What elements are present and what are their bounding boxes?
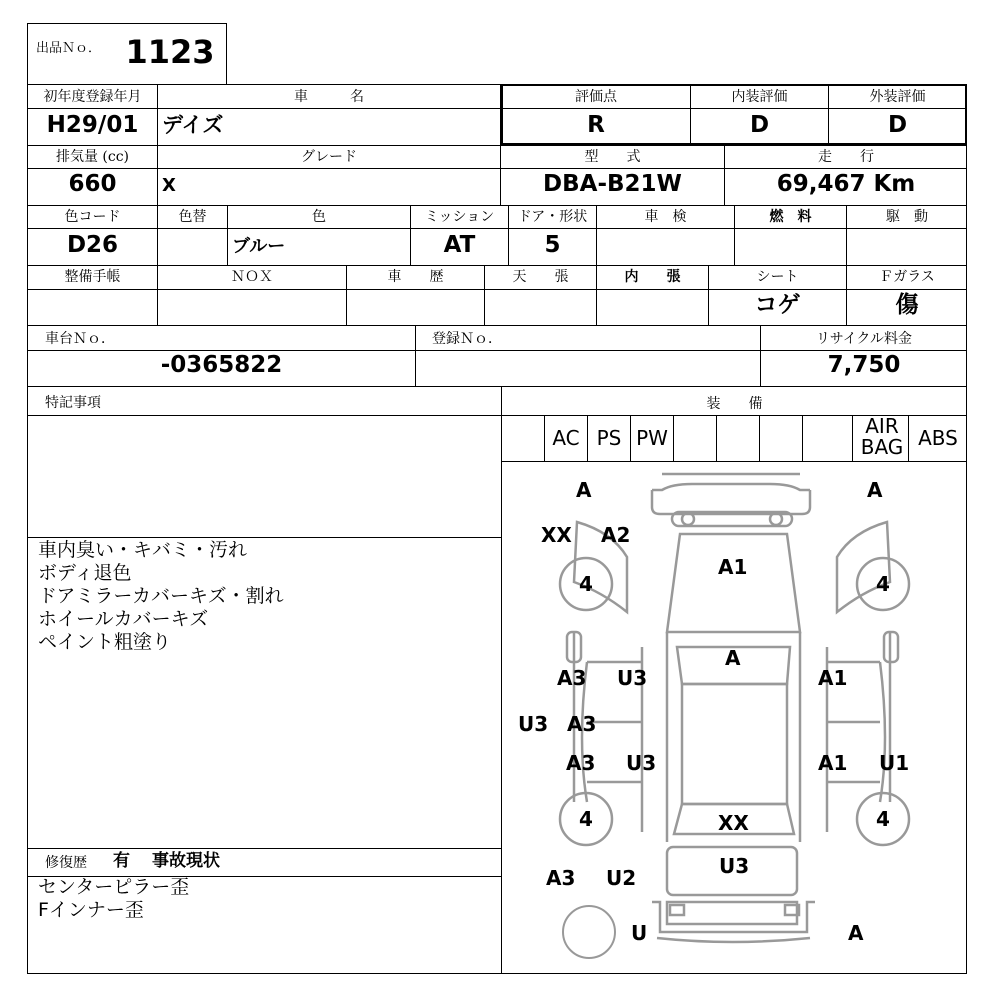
grade-label: グレード bbox=[301, 149, 357, 165]
damage-mark: A2 bbox=[601, 523, 631, 547]
transmission-label: ミッション bbox=[424, 209, 495, 225]
damage-mark: A bbox=[848, 921, 864, 945]
vehicle-history-label: 車 歴 bbox=[387, 269, 444, 285]
color-label: 色 bbox=[312, 209, 326, 225]
damage-mark: U3 bbox=[617, 666, 648, 690]
car-name-value: デイズ bbox=[162, 113, 224, 137]
equipment-label: 装 備 bbox=[706, 396, 763, 412]
damage-mark: U3 bbox=[518, 712, 549, 736]
interior-trim-label: 内 張 bbox=[624, 269, 681, 285]
damage-mark: U bbox=[631, 921, 648, 945]
drive-label: 駆 動 bbox=[886, 209, 928, 225]
note-line: 車内臭い・キバミ・汚れ bbox=[38, 539, 248, 561]
damage-mark: A bbox=[576, 478, 592, 502]
first-registration-value: H29/01 bbox=[46, 112, 139, 138]
door-shape-label: ドア・形状 bbox=[517, 209, 588, 225]
damage-mark: A1 bbox=[818, 666, 848, 690]
displacement-label: 排気量 (cc) bbox=[55, 149, 130, 165]
grade-value: X bbox=[162, 175, 176, 196]
color-code-value: D26 bbox=[66, 232, 119, 258]
mileage-value: 69,467 Km bbox=[776, 171, 916, 197]
score-value: R bbox=[587, 112, 605, 138]
car-name-label: 車 名 bbox=[294, 89, 364, 105]
damage-mark: A bbox=[725, 646, 741, 670]
repair-list bbox=[38, 876, 189, 922]
exterior-rating-value: D bbox=[887, 112, 908, 138]
damage-mark: A1 bbox=[818, 751, 848, 775]
damage-mark: A3 bbox=[557, 666, 587, 690]
damage-mark: A3 bbox=[567, 712, 597, 736]
front-glass-label: Ｆガラス bbox=[879, 269, 935, 285]
damage-mark: XX bbox=[541, 523, 572, 547]
note-line: ホイールカバーキズ bbox=[38, 608, 209, 630]
damage-mark: XX bbox=[718, 811, 749, 835]
score-label: 評価点 bbox=[575, 89, 617, 105]
registration-number-label: 登録Ｎｏ． bbox=[432, 331, 502, 347]
recycle-fee-value: 7,750 bbox=[827, 352, 901, 378]
equipment-item-abs: ABS bbox=[918, 426, 958, 450]
displacement-value: 660 bbox=[68, 171, 117, 197]
seat-label: シート bbox=[756, 269, 799, 285]
repaint-label: 色替 bbox=[178, 209, 207, 225]
tire-rear-right-depth: 4 bbox=[876, 807, 890, 831]
roof-lining-label: 天 張 bbox=[512, 269, 569, 285]
interior-rating-label: 内装評価 bbox=[731, 89, 788, 105]
color-code-label: 色コード bbox=[64, 209, 121, 225]
door-shape-value: 5 bbox=[544, 232, 561, 258]
equipment-item-ac: AC bbox=[552, 426, 580, 450]
damage-mark: A3 bbox=[566, 751, 596, 775]
repair-line: センターピラー歪 bbox=[38, 876, 190, 898]
note-line: ドアミラーカバーキズ・割れ bbox=[38, 585, 284, 607]
tire-front-left-depth: 4 bbox=[579, 572, 593, 596]
note-line: ボディ退色 bbox=[38, 562, 132, 584]
lot-number-label: 出品Ｎｏ． bbox=[36, 41, 102, 56]
notes-list bbox=[38, 539, 284, 654]
exterior-rating-label: 外装評価 bbox=[869, 89, 926, 105]
tire-rear-left-depth: 4 bbox=[579, 807, 593, 831]
fuel-label: 燃 料 bbox=[769, 209, 812, 225]
nox-label: ＮＯＸ bbox=[231, 269, 273, 285]
transmission-value: AT bbox=[443, 232, 476, 258]
chassis-number-label: 車台Ｎｏ． bbox=[45, 331, 115, 347]
inspection-label: 車 検 bbox=[644, 209, 687, 225]
model-code-value: DBA-B21W bbox=[543, 171, 682, 197]
model-code-label: 型 式 bbox=[584, 149, 641, 165]
repair-line: Fインナー歪 bbox=[38, 899, 144, 921]
notes-label: 特記事項 bbox=[45, 395, 101, 411]
accident-status-label: 事故現状 bbox=[152, 851, 220, 871]
damage-mark: U1 bbox=[879, 751, 910, 775]
interior-rating-value: D bbox=[749, 112, 770, 138]
note-line: ペイント粗塗り bbox=[38, 631, 172, 653]
damage-mark: U3 bbox=[626, 751, 657, 775]
damage-mark: A1 bbox=[718, 555, 748, 579]
repair-history-label: 修復歴 bbox=[45, 855, 87, 871]
color-value: ブルー bbox=[232, 236, 286, 257]
first-registration-label: 初年度登録年月 bbox=[43, 89, 142, 105]
equipment-item-ps: PS bbox=[596, 426, 622, 450]
equipment-item-airbag: AIR BAG bbox=[860, 414, 904, 459]
damage-mark: U2 bbox=[606, 866, 637, 890]
seat-value: コゲ bbox=[754, 292, 801, 318]
service-book-label: 整備手帳 bbox=[64, 269, 121, 285]
equipment-item-pw: PW bbox=[636, 426, 668, 450]
damage-mark: A3 bbox=[546, 866, 576, 890]
mileage-label: 走 行 bbox=[818, 149, 874, 165]
damage-mark: U3 bbox=[719, 854, 750, 878]
chassis-number-value: -0365822 bbox=[160, 352, 283, 378]
lot-number-value: 1123 bbox=[125, 33, 215, 71]
repair-history-status: 有 bbox=[113, 851, 130, 871]
tire-front-right-depth: 4 bbox=[876, 572, 890, 596]
damage-mark: A bbox=[867, 478, 883, 502]
front-glass-value: 傷 bbox=[895, 292, 919, 318]
recycle-fee-label: リサイクル料金 bbox=[815, 331, 913, 347]
